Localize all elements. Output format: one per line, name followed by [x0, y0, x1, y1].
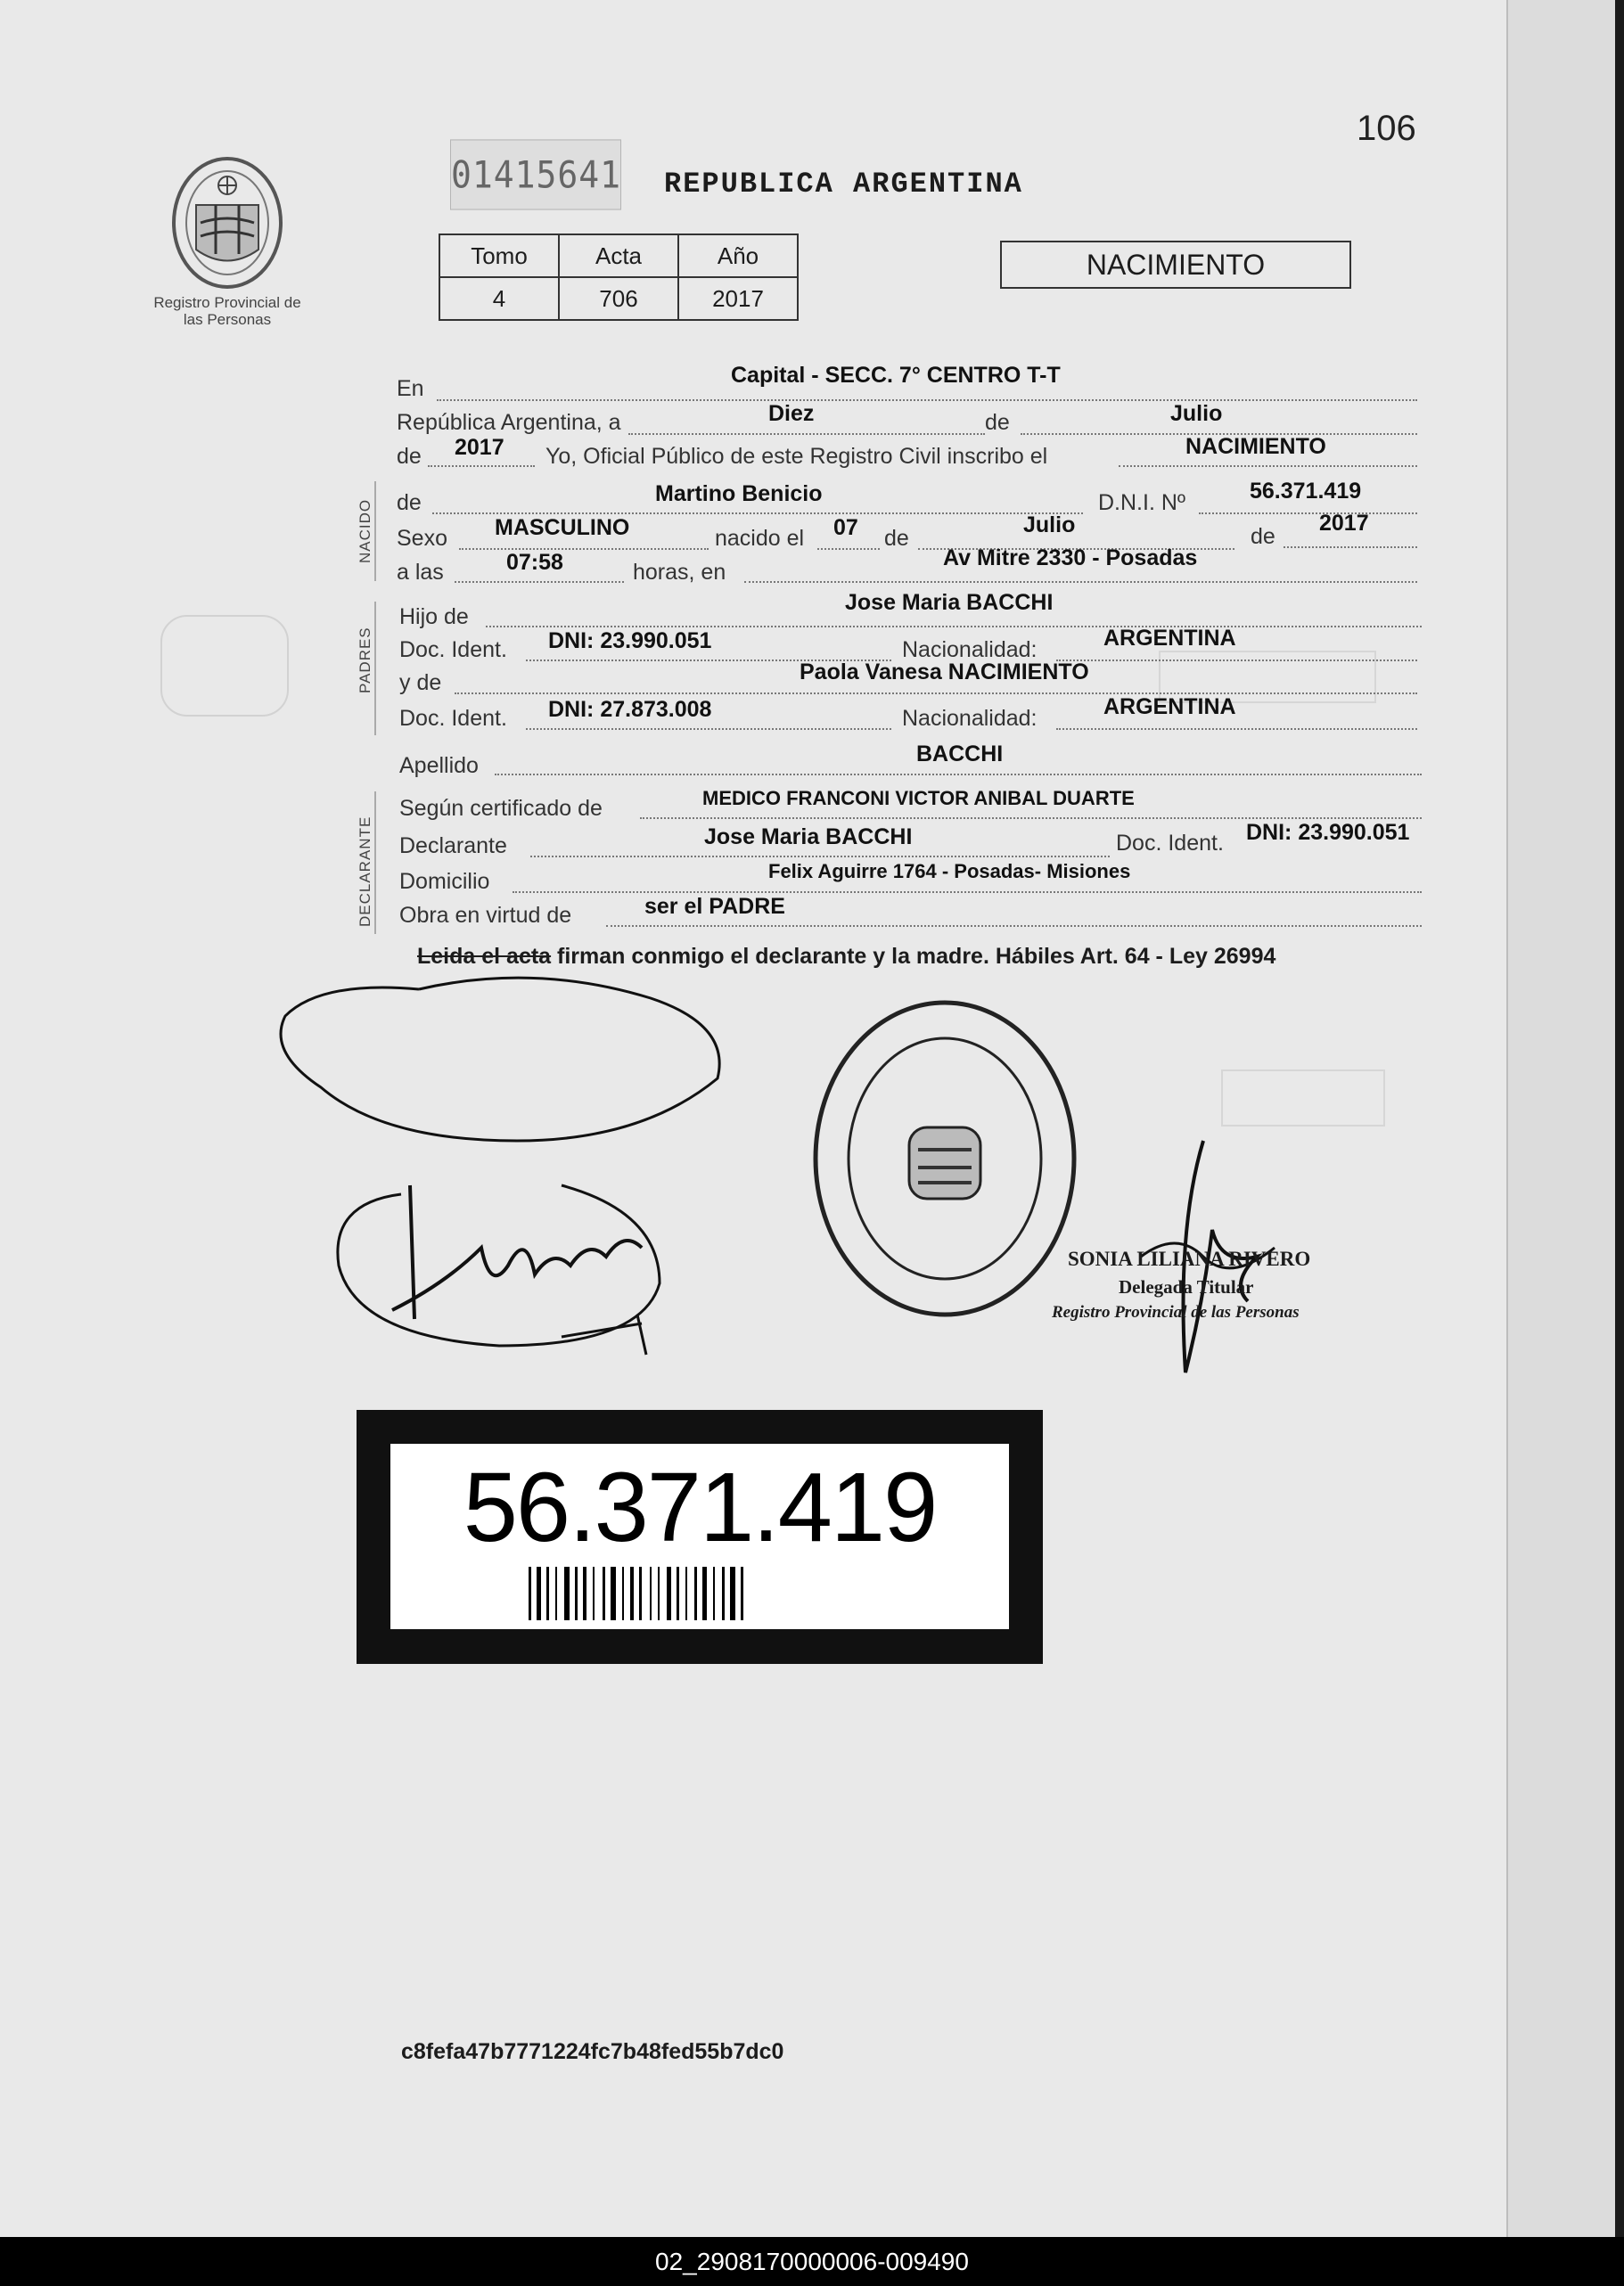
reference-value-cell: 706: [559, 277, 678, 320]
value-birth-time: 07:58: [506, 550, 563, 575]
value-by-virtue: ser el PADRE: [644, 894, 785, 919]
act-type-box: NACIMIENTO: [1000, 241, 1351, 289]
label-obra: Obra en virtud de: [399, 903, 572, 928]
fill-line: [817, 548, 880, 550]
page-number: 106: [1357, 109, 1416, 148]
fill-line: [459, 548, 709, 550]
value-mother-doc: DNI: 27.873.008: [548, 697, 712, 722]
official-office: Registro Provincial de las Personas: [1052, 1303, 1300, 1322]
value-name: Martino Benicio: [655, 481, 823, 506]
barcode-icon: [529, 1567, 876, 1620]
fill-line: [495, 774, 1422, 775]
value-declarant-doc: DNI: 23.990.051: [1246, 820, 1410, 845]
document-hash: c8fefa47b7771224fc7b48fed55b7dc0: [401, 2039, 784, 2064]
fill-line: [455, 692, 1417, 694]
value-year: 2017: [455, 435, 504, 460]
official-role: Delegada Titular: [1119, 1276, 1254, 1298]
reference-header-row: [439, 234, 798, 277]
value-dni: 56.371.419: [1250, 479, 1362, 504]
declarant-signature: [267, 963, 767, 1381]
label-declarante: Declarante: [399, 833, 507, 858]
fill-line: [1056, 728, 1417, 730]
label-y-de: y de: [399, 670, 442, 695]
reference-value-cell: 4: [439, 277, 559, 320]
label-nacionalidad: Nacionalidad:: [902, 637, 1038, 662]
label-nacido-el: nacido el: [715, 526, 805, 551]
section-label-declarant: DECLARANTE: [357, 815, 373, 927]
value-day: Diez: [768, 401, 815, 426]
fill-line: [1056, 660, 1417, 661]
label-certificado: Según certificado de: [399, 796, 603, 821]
ghost-logo: [160, 615, 289, 717]
value-place: Capital - SECC. 7° CENTRO T-T: [731, 363, 1061, 388]
serial-stamp: 01415641: [450, 139, 621, 209]
value-father-doc: DNI: 23.990.051: [548, 628, 712, 653]
label-republic: República Argentina, a: [397, 410, 621, 435]
value-declarant: Jose Maria BACCHI: [704, 824, 913, 849]
value-certificate: MEDICO FRANCONI VICTOR ANIBAL DUARTE: [702, 787, 1135, 809]
fill-line: [437, 399, 1417, 401]
value-address: Felix Aguirre 1764 - Posadas- Misiones: [768, 860, 1131, 882]
value-father-nationality: ARGENTINA: [1103, 626, 1236, 651]
logo-caption: Registro Provincial de las Personas: [153, 294, 301, 328]
label-de: de: [985, 410, 1010, 435]
fill-line: [744, 581, 1417, 583]
fill-line: [432, 512, 1083, 514]
section-divider: [374, 791, 376, 934]
label-doc-ident: Doc. Ident.: [399, 637, 507, 662]
value-month: Julio: [1170, 401, 1223, 426]
value-mother-nationality: ARGENTINA: [1103, 694, 1236, 719]
page-edge: [1506, 0, 1615, 2237]
value-surname: BACCHI: [916, 742, 1004, 766]
reference-header-cell: Tomo: [439, 234, 559, 277]
fill-line: [640, 817, 1422, 819]
value-sex: MASCULINO: [495, 515, 630, 540]
reference-header-cell: Año: [678, 234, 798, 277]
label-dni: D.N.I. Nº: [1098, 490, 1186, 515]
fill-line: [486, 626, 1422, 627]
fill-line: [1284, 546, 1417, 548]
label-domicilio: Domicilio: [399, 869, 490, 894]
reference-table: [439, 234, 799, 321]
label-hijo-de: Hijo de: [399, 604, 469, 629]
barcode-panel: [390, 1444, 1009, 1629]
label-a-las: a las: [397, 560, 444, 585]
value-birth-year: 2017: [1319, 511, 1369, 536]
label-de: de: [884, 526, 909, 551]
fill-line: [455, 581, 624, 583]
section-divider: [374, 602, 376, 735]
reference-value-row: [439, 277, 798, 320]
section-label-birth: NACIDO: [357, 498, 373, 563]
fill-line: [606, 925, 1422, 927]
fill-line: [628, 433, 985, 435]
reference-header-cell: Acta: [559, 234, 678, 277]
fill-line: [1199, 512, 1417, 514]
official-seal-icon: [807, 994, 1083, 1323]
section-divider: [374, 481, 376, 581]
official-name: SONIA LILIANA RIVERO: [1068, 1248, 1311, 1270]
label-doc-ident: Doc. Ident.: [399, 706, 507, 731]
label-de: de: [397, 444, 422, 469]
label-de: de: [397, 490, 422, 515]
label-en: En: [397, 376, 424, 401]
fill-line: [428, 465, 535, 467]
fill-line: [530, 856, 1110, 857]
fill-line: [526, 728, 891, 730]
label-doc-ident: Doc. Ident.: [1116, 831, 1224, 856]
id-number: 56.371.419: [463, 1453, 937, 1562]
label-de: de: [1251, 524, 1275, 549]
label-sexo: Sexo: [397, 526, 447, 551]
value-act: NACIMIENTO: [1185, 434, 1326, 459]
footer-code: 02_2908170000006-009490: [0, 2237, 1624, 2286]
label-apellido: Apellido: [399, 753, 479, 778]
section-label-parents: PADRES: [357, 627, 373, 693]
id-barcode-label: [357, 1410, 1043, 1664]
value-father: Jose Maria BACCHI: [845, 590, 1054, 615]
label-horas-en: horas, en: [633, 560, 726, 585]
label-nacionalidad: Nacionalidad:: [902, 706, 1038, 731]
document-title: REPUBLICA ARGENTINA: [664, 168, 1023, 201]
statement-rest: firman conmigo el declarante y la madre. Hábiles Art. 64 - Ley 26994: [551, 944, 1276, 969]
reference-value-cell: 2017: [678, 277, 798, 320]
value-birth-day: 07: [833, 515, 858, 540]
value-birth-place: Av Mitre 2330 - Posadas: [943, 545, 1198, 570]
fill-line: [1119, 465, 1417, 467]
label-official-text: Yo, Oficial Público de este Registro Civil inscribo el: [545, 444, 1048, 469]
value-mother: Paola Vanesa NACIMIENTO: [800, 660, 1089, 684]
value-birth-month: Julio: [1023, 512, 1076, 537]
ghost-box: [1221, 1069, 1385, 1127]
statement-struck: Leida el acta: [417, 944, 552, 969]
fill-line: [513, 891, 1422, 893]
provincial-coat-of-arms-icon: [160, 152, 294, 294]
